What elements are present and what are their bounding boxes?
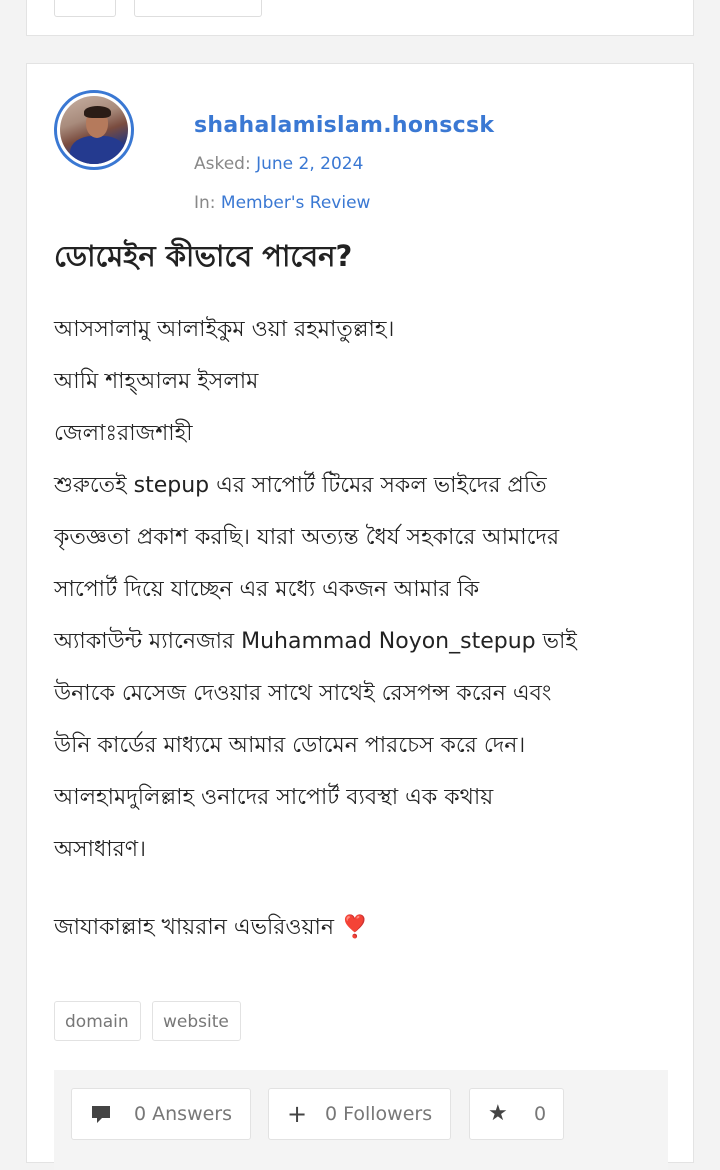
body-line: জেলাঃরাজশাহী — [54, 421, 193, 446]
tag-website[interactable]: website — [152, 1001, 241, 1041]
body-line: আসসালামু আলাইকুম ওয়া রহমাতুল্লাহ। — [54, 317, 395, 342]
question-title[interactable]: ডোমেইন কীভাবে পাবেন? — [54, 239, 353, 273]
avatar-photo — [60, 96, 128, 164]
comment-icon — [90, 1089, 112, 1158]
heart-exclamation-icon: ❣️ — [341, 915, 369, 940]
body-line: অ্যাকাউন্ট ম্যানেজার Muhammad Noyon_stepup ভাই — [54, 629, 577, 654]
body-line: শুরুতেই stepup এর সাপোর্ট টিমের সকল ভাইদের প্রতি — [54, 473, 547, 498]
previous-card-button[interactable] — [134, 0, 262, 17]
author-name[interactable]: shahalamislam.honscsk — [194, 113, 495, 138]
body-line: কৃতজ্ঞতা প্রকাশ করছি। যারা অত্যন্ত ধৈর্য সহকারে আমাদের — [54, 525, 560, 550]
favorites-count: 0 — [534, 1103, 547, 1125]
question-card — [26, 63, 694, 1163]
tag-domain[interactable]: domain — [54, 1001, 141, 1041]
asked-label: Asked: — [194, 154, 251, 174]
question-footer — [54, 1070, 668, 1170]
previous-question-card — [26, 0, 694, 36]
answers-button[interactable] — [71, 1088, 251, 1140]
plus-icon: + — [287, 1100, 308, 1128]
closing-line — [54, 902, 674, 954]
follow-button[interactable] — [268, 1088, 451, 1140]
asked-date-link[interactable]: June 2, 2024 — [256, 154, 364, 174]
followers-count: 0 Followers — [325, 1103, 433, 1125]
body-line: উনি কার্ডের মাধ্যমে আমার ডোমেন পারচেস করে দেন। — [54, 733, 526, 758]
body-line: আমি শাহ্আলম ইসলাম — [54, 369, 259, 394]
previous-card-button[interactable] — [54, 0, 116, 17]
avatar[interactable] — [54, 90, 134, 170]
body-line: অসাধারণ। — [54, 837, 146, 862]
question-body — [54, 304, 674, 954]
category-link[interactable]: Member's Review — [220, 193, 371, 213]
closing-text: জাযাকাল্লাহ খায়রান এভরিওয়ান — [54, 915, 335, 940]
body-line: উনাকে মেসেজ দেওয়ার সাথে সাথেই রেসপন্স করেন এবং — [54, 681, 552, 706]
category-meta — [194, 193, 370, 213]
asked-meta — [194, 154, 363, 174]
star-icon: ★ — [488, 1101, 508, 1126]
body-line: সাপোর্ট দিয়ে যাচ্ছেন এর মধ্যে একজন আমার কি — [54, 577, 480, 602]
body-line: আলহামদুলিল্লাহ ওনাদের সাপোর্ট ব্যবস্থা এক কথায় — [54, 785, 494, 810]
favorite-button[interactable] — [469, 1088, 564, 1140]
answers-count: 0 Answers — [134, 1103, 233, 1125]
in-label: In: — [194, 193, 216, 213]
